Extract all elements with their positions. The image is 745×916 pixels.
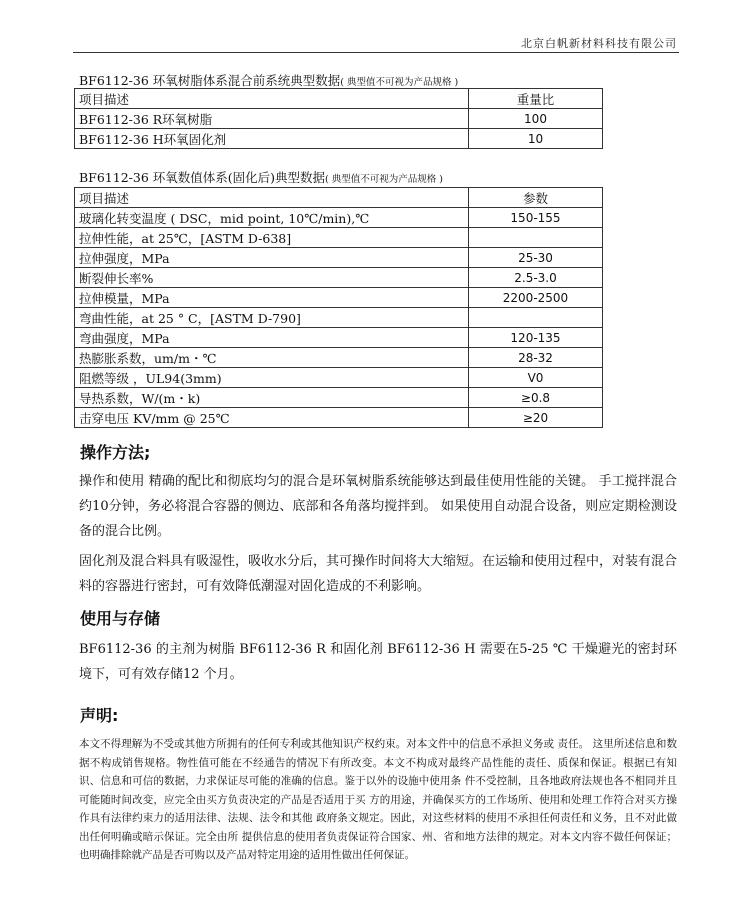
table-cell-value — [469, 308, 603, 328]
table-header-cell: 参数 — [469, 188, 603, 208]
table2-caption — [79, 168, 443, 186]
table2-caption-title: BF6112-36 环氧数值体系(固化后)典型数据 — [79, 170, 326, 185]
table-row — [75, 308, 603, 328]
table-row — [75, 328, 603, 348]
table-cell-value: ≥0.8 — [469, 388, 603, 408]
table-cell-value — [469, 228, 603, 248]
table-cell-item: BF6112-36 H环氧固化剂 — [75, 129, 469, 149]
table-row — [75, 208, 603, 228]
table-row — [75, 348, 603, 368]
table-cell-value: 10 — [469, 129, 603, 149]
table-cell-value: 25-30 — [469, 248, 603, 268]
table-cell-item: 弯曲强度，MPa — [75, 328, 469, 348]
table-cell-value: 2.5-3.0 — [469, 268, 603, 288]
premix-data-table — [74, 88, 603, 149]
table-header-row — [75, 89, 603, 109]
table-row — [75, 268, 603, 288]
table-cell-value: 100 — [469, 109, 603, 129]
table-header-cell: 项目描述 — [75, 89, 469, 109]
table-cell-value: V0 — [469, 368, 603, 388]
operation-paragraph-2: 固化剂及混合料具有吸湿性，吸收水分后，其可操作时间将大大缩短。在运输和使用过程中，对装有混合料的容器进行密封，可有效降低潮湿对固化造成的不利影响。 — [79, 554, 678, 594]
storage-paragraph: BF6112-36 的主剂为树脂 BF6112-36 R 和固化剂 BF6112-36 H 需要在5-25 ℃ 干燥避光的密封环境下，可有效存储12 个月。 — [79, 642, 677, 682]
table-cell-value: 150-155 — [469, 208, 603, 228]
storage-title: 使用与存储 — [80, 609, 161, 628]
table-cell-value: 28-32 — [469, 348, 603, 368]
table-header-cell: 重量比 — [469, 89, 603, 109]
table-row — [75, 288, 603, 308]
table-cell-item: 拉伸模量，MPa — [75, 288, 469, 308]
table1-caption-title: BF6112-36 环氧树脂体系混合前系统典型数据 — [79, 73, 341, 88]
operation-paragraph-1: 操作和使用 精确的配比和彻底均匀的混合是环氧树脂系统能够达到最佳使用性能的关键。 手工搅拌混合约10分钟，务必将混合容器的侧边、底部和各角落均搅拌到。 如果使用自动混合设备，则应定期检测设备的混合比例。 — [79, 474, 677, 539]
table-cell-item: BF6112-36 R环氧树脂 — [75, 109, 469, 129]
table-header-row — [75, 188, 603, 208]
table-cell-value: 120-135 — [469, 328, 603, 348]
table-cell-value: 2200-2500 — [469, 288, 603, 308]
cured-data-table-body — [75, 188, 603, 428]
cured-data-table — [74, 187, 603, 428]
table-cell-item: 热膨胀系数，um/m・℃ — [75, 348, 469, 368]
table-cell-value: ≥20 — [469, 408, 603, 428]
table-row — [75, 129, 603, 149]
table-cell-item: 导热系数，W/(m・k) — [75, 388, 469, 408]
table1-caption — [79, 71, 458, 89]
premix-data-table-body — [75, 89, 603, 149]
table-row — [75, 408, 603, 428]
table-row — [75, 248, 603, 268]
statement-title: 声明: — [80, 706, 119, 725]
disclaimer-text: 本文不得理解为不受或其他方所拥有的任何专利或其他知识产权约束。对本文件中的信息不承担义务或 责任。 这里所述信息和数据不构成销售规格。物性值可能在不经通告的情况下有所改变。本文不构成对最终产品性能的责任、质保和保证。根据已有知识、信息和可信的数据，力求保证尽可能的准确的信息。鉴于以外的设施中使用条 件不受控制，且各地政府法规也各不相同并且可能随时间改变，应完全由买方负责决定的产品是否适用于买 方的用途，并确保买方的工作场所、使用和处理工作符合对买方操作具有法律约束力的适用法律、法规、法令和其他 政府条文规定。因此，对这些材料的使用不承担任何责任和义务，且不对此做出任何明确或暗示保证。完全由所 提供信息的使用者负责保证符合国家、州、省和地方法律的规定。对本文内容不做任何保证；也明确排除就产品是否可购以及产品对特定用途的适用性做出任何保证。 — [79, 738, 677, 861]
table-cell-item: 拉伸强度，MPa — [75, 248, 469, 268]
table-row — [75, 368, 603, 388]
table-cell-item: 弯曲性能，at 25 ° C，[ASTM D-790] — [75, 308, 469, 328]
table-cell-item: 玻璃化转变温度 ( DSC，mid point, 10℃/min),℃ — [75, 208, 469, 228]
table-cell-item: 阻燃等级 ，UL94(3mm) — [75, 368, 469, 388]
operation-title: 操作方法; — [80, 443, 151, 462]
table-row — [75, 388, 603, 408]
table-cell-item: 断裂伸长率% — [75, 268, 469, 288]
company-name: 北京白帆新材料科技有限公司 — [521, 37, 677, 50]
table2-caption-note: ( 典型值不可视为产品规格 ) — [325, 174, 443, 185]
table-cell-item: 击穿电压 KV/mm @ 25℃ — [75, 408, 469, 428]
header-rule — [73, 52, 679, 53]
table1-caption-note: ( 典型值不可视为产品规格 ) — [340, 77, 459, 88]
table-cell-item: 拉伸性能，at 25℃，[ASTM D-638] — [75, 228, 469, 248]
table-row — [75, 228, 603, 248]
table-header-cell: 项目描述 — [75, 188, 469, 208]
table-row — [75, 109, 603, 129]
